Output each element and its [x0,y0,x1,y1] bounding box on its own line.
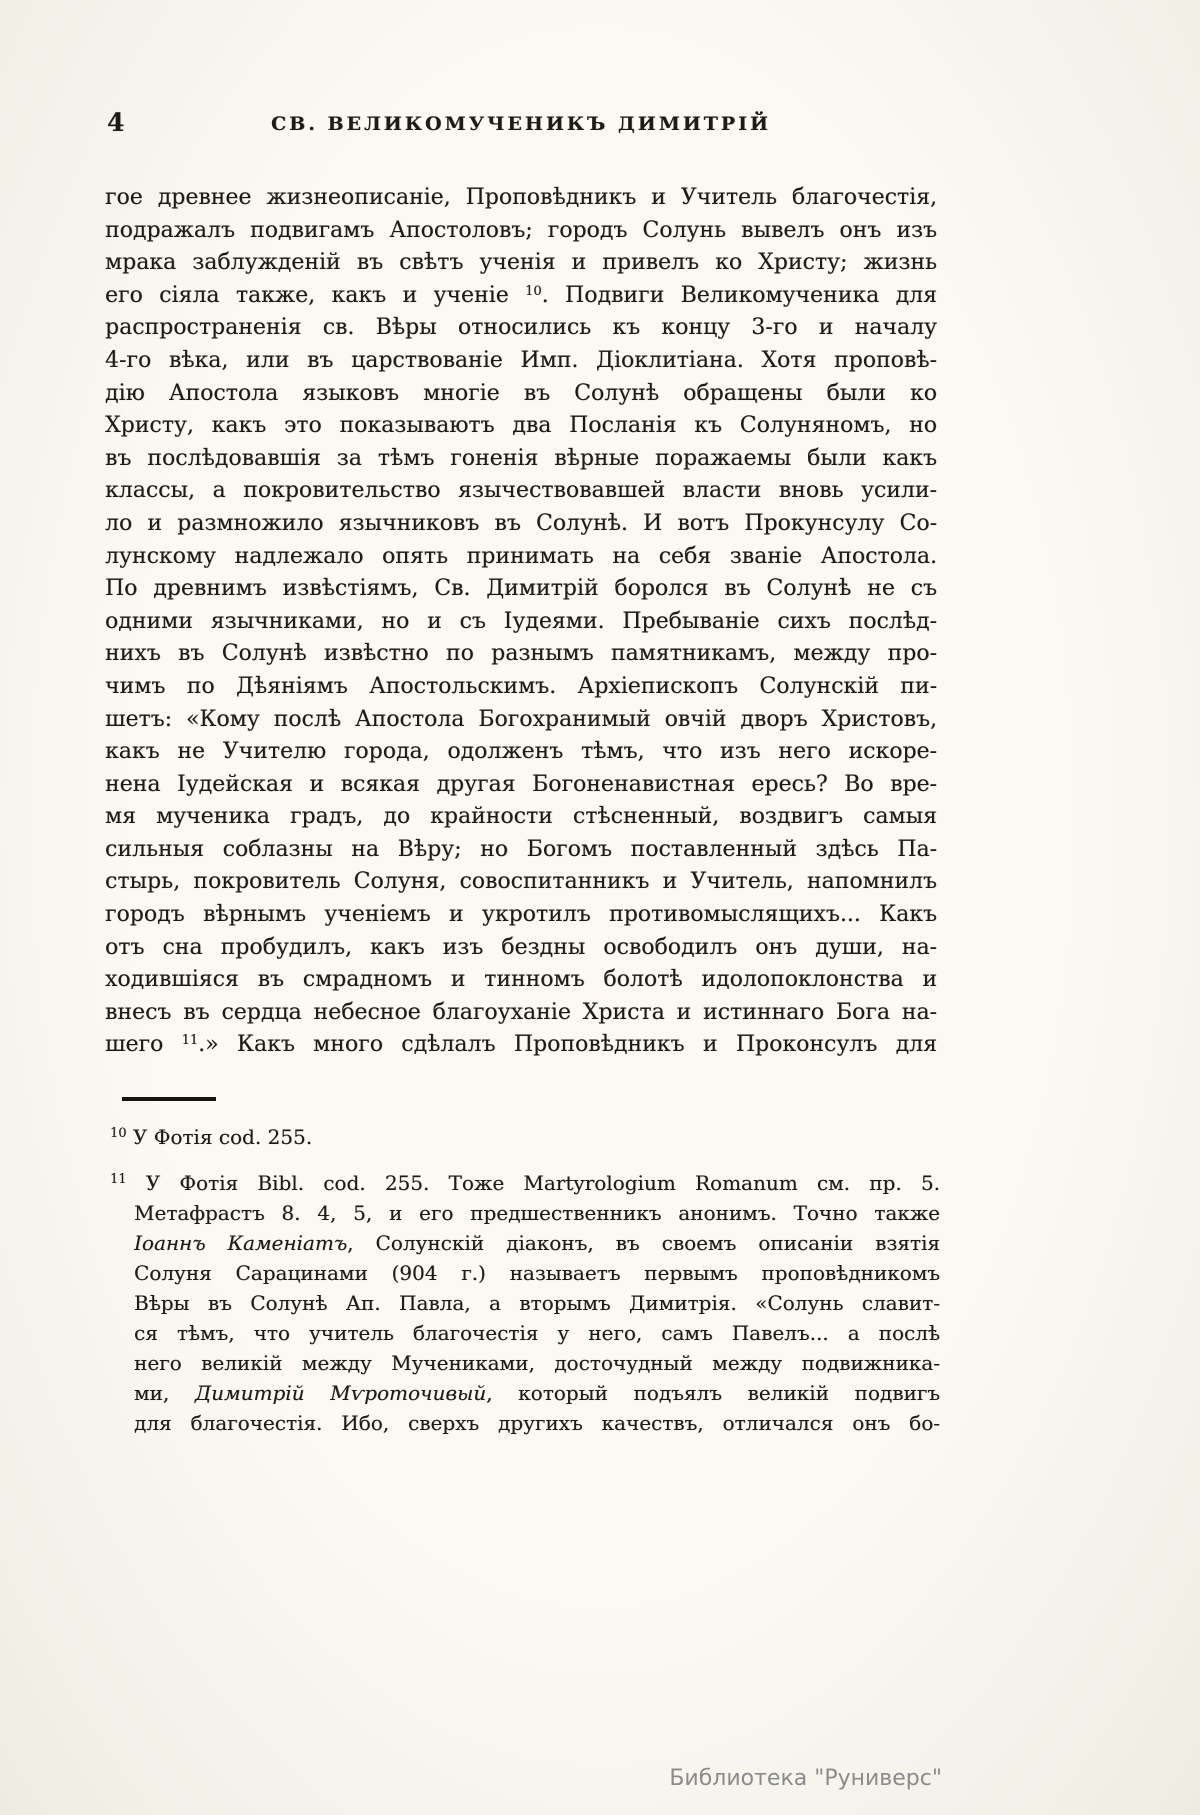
text-line: мя мученика градъ, до крайности стѣсненный, воздвигъ самыя [105,804,937,830]
text-line: нена Іудейская и всякая другая Богоненавистная ересь? Во вре- [105,771,937,797]
footnote-line: Метафрастъ 8. 4, 5, и его предшественникъ анонимъ. Точно также [134,1201,940,1225]
text-line: его сіяла также, какъ и ученіе $^{10}$. Подвиги Великомученика для [105,282,937,308]
text-line: въ послѣдовавшія за тѣмъ гоненія вѣрные поражаемы были какъ [105,445,937,471]
text-line: какъ не Учителю города, одолженъ тѣмъ, что изъ него искоре- [105,739,937,765]
watermark: Библиотека "Руниверс" [669,1766,942,1791]
footnote-line: Іоаннъ Каменіатъ, Солунскій діаконъ, въ своемъ описаніи взятія [134,1231,940,1255]
footnote-line: него великій между Мучениками, досточудный между подвижника- [134,1351,940,1375]
text-line: внесъ въ сердца небесное благоуханіе Христа и истиннаго Бога на- [105,999,937,1025]
footnote-11 [110,1168,940,1438]
text-line: отъ сна пробудилъ, какъ изъ бездны освободилъ онъ души, на- [105,934,937,960]
text-line: распространенія св. Вѣры относились къ концу 3-го и началу [105,315,937,341]
body-text [105,182,937,1062]
text-line: гое древнее жизнеописаніе, Проповѣдникъ и Учитель благочестія, [105,185,937,210]
footnotes [110,1122,940,1454]
text-line: ходившіяся въ смрадномъ и тинномъ болотѣ идолопоклонства и [105,967,937,993]
footnote-line: для благочестія. Ибо, сверхъ другихъ качествъ, отличался онъ бо- [134,1411,940,1435]
footnote-line: Солуня Сарацинами (904 г.) называетъ первымъ проповѣдникомъ [134,1261,940,1285]
footnote-line: ми, Димитрій Мѵроточивый, который подъялъ великій подвигъ [134,1381,940,1405]
text-line: чимъ по Дѣяніямъ Апостольскимъ. Архіепископъ Солунскій пи- [105,673,937,699]
footnote-line: ся тѣмъ, что учитель благочестія у него, самъ Павелъ... а послѣ [134,1321,940,1345]
footnote-line: $^{10}$ У Фотія cod. 255. [110,1125,313,1149]
footnote-line: $^{11}$ У Фотія Bibl. cod. 255. Тоже Martyrologium Romanum см. пр. 5. [110,1171,940,1195]
text-line: шетъ: «Кому послѣ Апостола Богохранимый овчій дворъ Христовъ, [105,706,937,732]
text-line: По древнимъ извѣстіямъ, Св. Димитрій боролся въ Солунѣ не съ [105,576,937,602]
text-line: Христу, какъ это показываютъ два Посланія къ Солуняномъ, но [105,413,937,439]
text-line: дію Апостола языковъ многіе въ Солунѣ обращены были ко [105,380,937,406]
text-line: стырь, покровитель Солуня, совоспитанникъ и Учитель, напомнилъ [105,869,937,895]
text-line: шего $^{11}$.» Какъ много сдѣлалъ Проповѣдникъ и Проконсулъ для [105,1032,937,1058]
running-title: СВ. ВЕЛИКОМУЧЕНИКЪ ДИМИТРІЙ [271,113,771,135]
footnote-10 [110,1122,940,1152]
text-line: нихъ въ Солунѣ извѣстно по разнымъ памятникамъ, между про- [105,641,937,667]
text-line: 4-го вѣка, или въ царствованіе Имп. Діоклитіана. Хотя проповѣ- [105,347,937,373]
page-number: 4 [107,108,125,137]
footnote-line: Вѣры въ Солунѣ Ап. Павла, а вторымъ Димитрія. «Солунь славит- [134,1291,940,1315]
text-line: подражалъ подвигамъ Апостоловъ; городъ Солунь вывелъ онъ изъ [105,217,937,243]
text-line: городъ вѣрнымъ ученіемъ и укротилъ противомыслящихъ... Какъ [105,902,937,928]
text-line: лунскому надлежало опять принимать на себя званіе Апостола. [105,543,937,569]
text-line: сильныя соблазны на Вѣру; но Богомъ поставленный здѣсь Па- [105,836,937,862]
footnote-separator [122,1097,216,1101]
text-line: мрака заблужденій въ свѣтъ ученія и привелъ ко Христу; жизнь [105,250,937,276]
text-line: ло и размножило язычниковъ въ Солунѣ. И вотъ Прокунсулу Со- [105,510,937,536]
text-line: классы, а покровительство язычествовавшей власти вновь усили- [105,478,937,504]
text-line: одними язычниками, но и съ Іудеями. Пребываніе сихъ послѣд- [105,608,937,634]
page-header [105,106,937,146]
